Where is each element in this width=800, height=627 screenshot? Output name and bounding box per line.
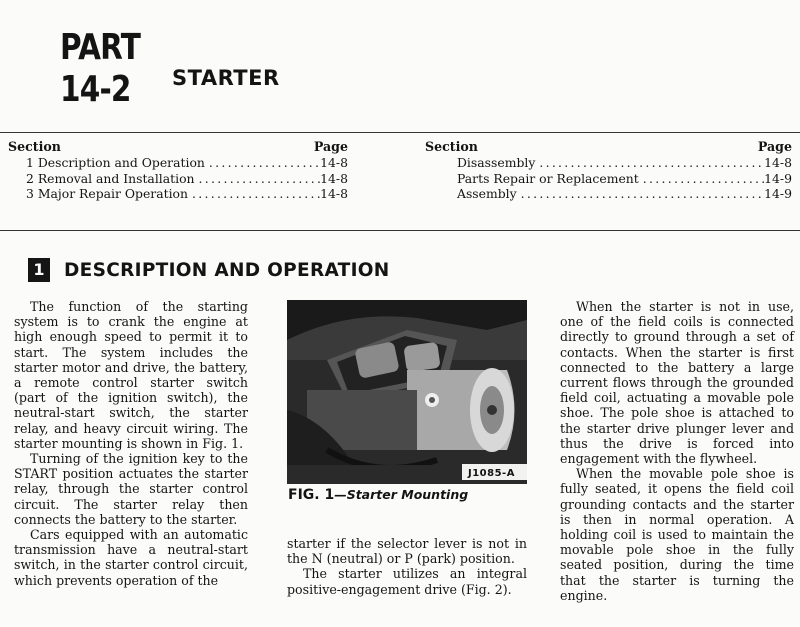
paragraph: starter if the selector lever is not in the N (neutral) or P (park) position. bbox=[287, 536, 527, 567]
toc-page-heading: Page bbox=[313, 139, 348, 154]
toc-entry-label: 1 Description and Operation bbox=[26, 155, 205, 170]
toc-section-heading: Section bbox=[425, 139, 478, 154]
toc-row bbox=[26, 171, 348, 187]
chapter-title: STARTER bbox=[172, 66, 280, 90]
section-heading bbox=[28, 258, 390, 282]
toc-entry-page: 14-8 bbox=[320, 170, 348, 186]
toc-left-header bbox=[8, 139, 348, 155]
toc-row bbox=[26, 155, 348, 171]
header-divider bbox=[0, 132, 800, 133]
part-number: 14-2 bbox=[60, 69, 131, 110]
toc-entry-page: 14-9 bbox=[764, 170, 792, 186]
section-title: DESCRIPTION AND OPERATION bbox=[64, 259, 390, 281]
part-heading bbox=[60, 28, 150, 110]
paragraph: When the movable pole shoe is fully seated, it opens the field coil grounding contacts and the starter is then in normal operation. A holding coil is used to maintain the movable pole shoe in the fully seated position, during the time that the starter is turning the engine. bbox=[560, 466, 794, 603]
toc-entry-label: 3 Major Repair Operation bbox=[26, 186, 188, 201]
body-column-3 bbox=[560, 299, 794, 603]
toc-row bbox=[457, 171, 792, 187]
toc-entry-page: 14-8 bbox=[320, 155, 348, 170]
toc-entry-label: Parts Repair or Replacement bbox=[457, 170, 639, 186]
paragraph: The function of the starting system is to crank the engine at high enough speed to permit it to start. The system includes the starter motor and drive, the battery, a remote control starter switch (part of the ignition switch), the neutral-start switch, the starter relay, and heavy circuit wiring. The starter mounting is shown in Fig. 1. bbox=[14, 299, 248, 451]
paragraph: Turning of the ignition key to the START position actuates the starter relay, through the starter control circuit. The starter relay then connects the battery to the starter. bbox=[14, 451, 248, 527]
toc-left bbox=[8, 139, 348, 202]
toc-entry-label: 2 Removal and Installation bbox=[26, 170, 195, 186]
paragraph: Cars equipped with an automatic transmission have a neutral-start switch, in the starter control circuit, which prevents operation of the bbox=[14, 527, 248, 588]
toc-entry-page: 14-8 bbox=[764, 155, 792, 170]
figure-caption bbox=[288, 487, 468, 503]
paragraph: The starter utilizes an integral positive-engagement drive (Fig. 2). bbox=[287, 566, 527, 597]
toc-right bbox=[425, 139, 792, 202]
part-word: PART bbox=[60, 27, 141, 68]
body-column-2 bbox=[287, 536, 527, 597]
toc-row bbox=[26, 186, 348, 202]
toc-leader-dots bbox=[517, 186, 765, 202]
figure-caption-prefix: FIG. 1 bbox=[288, 487, 335, 503]
toc-row bbox=[457, 155, 792, 171]
toc-divider bbox=[0, 230, 800, 231]
toc-entry-page: 14-9 bbox=[764, 186, 792, 201]
toc-leader-dots bbox=[639, 171, 764, 187]
toc-page-heading: Page bbox=[757, 139, 792, 154]
toc-leader-dots bbox=[535, 155, 764, 171]
section-number-badge: 1 bbox=[28, 258, 50, 282]
toc-leader-dots bbox=[205, 155, 320, 171]
toc-leader-dots bbox=[195, 171, 321, 187]
toc-row bbox=[457, 186, 792, 202]
toc-entry-page: 14-8 bbox=[320, 186, 348, 201]
toc-leader-dots bbox=[188, 186, 320, 202]
toc-right-header bbox=[425, 139, 792, 155]
figure-label: J1085-A bbox=[468, 468, 515, 479]
figure-caption-text: —Starter Mounting bbox=[334, 487, 469, 502]
paragraph: When the starter is not in use, one of the field coils is connected directly to ground through a set of contacts. When the starter is first connected to the battery a large current flows through the grounded field coil, actuating a movable pole shoe. The pole shoe is attached to the starter drive plunger lever and thus the drive is forced into engagement with the flywheel. bbox=[560, 299, 794, 467]
body-column-1 bbox=[14, 299, 248, 588]
toc-entry-label: Disassembly bbox=[457, 155, 536, 170]
toc-entry-label: Assembly bbox=[457, 186, 517, 201]
starter-mounting-photo bbox=[287, 300, 527, 484]
toc-section-heading: Section bbox=[8, 139, 61, 154]
